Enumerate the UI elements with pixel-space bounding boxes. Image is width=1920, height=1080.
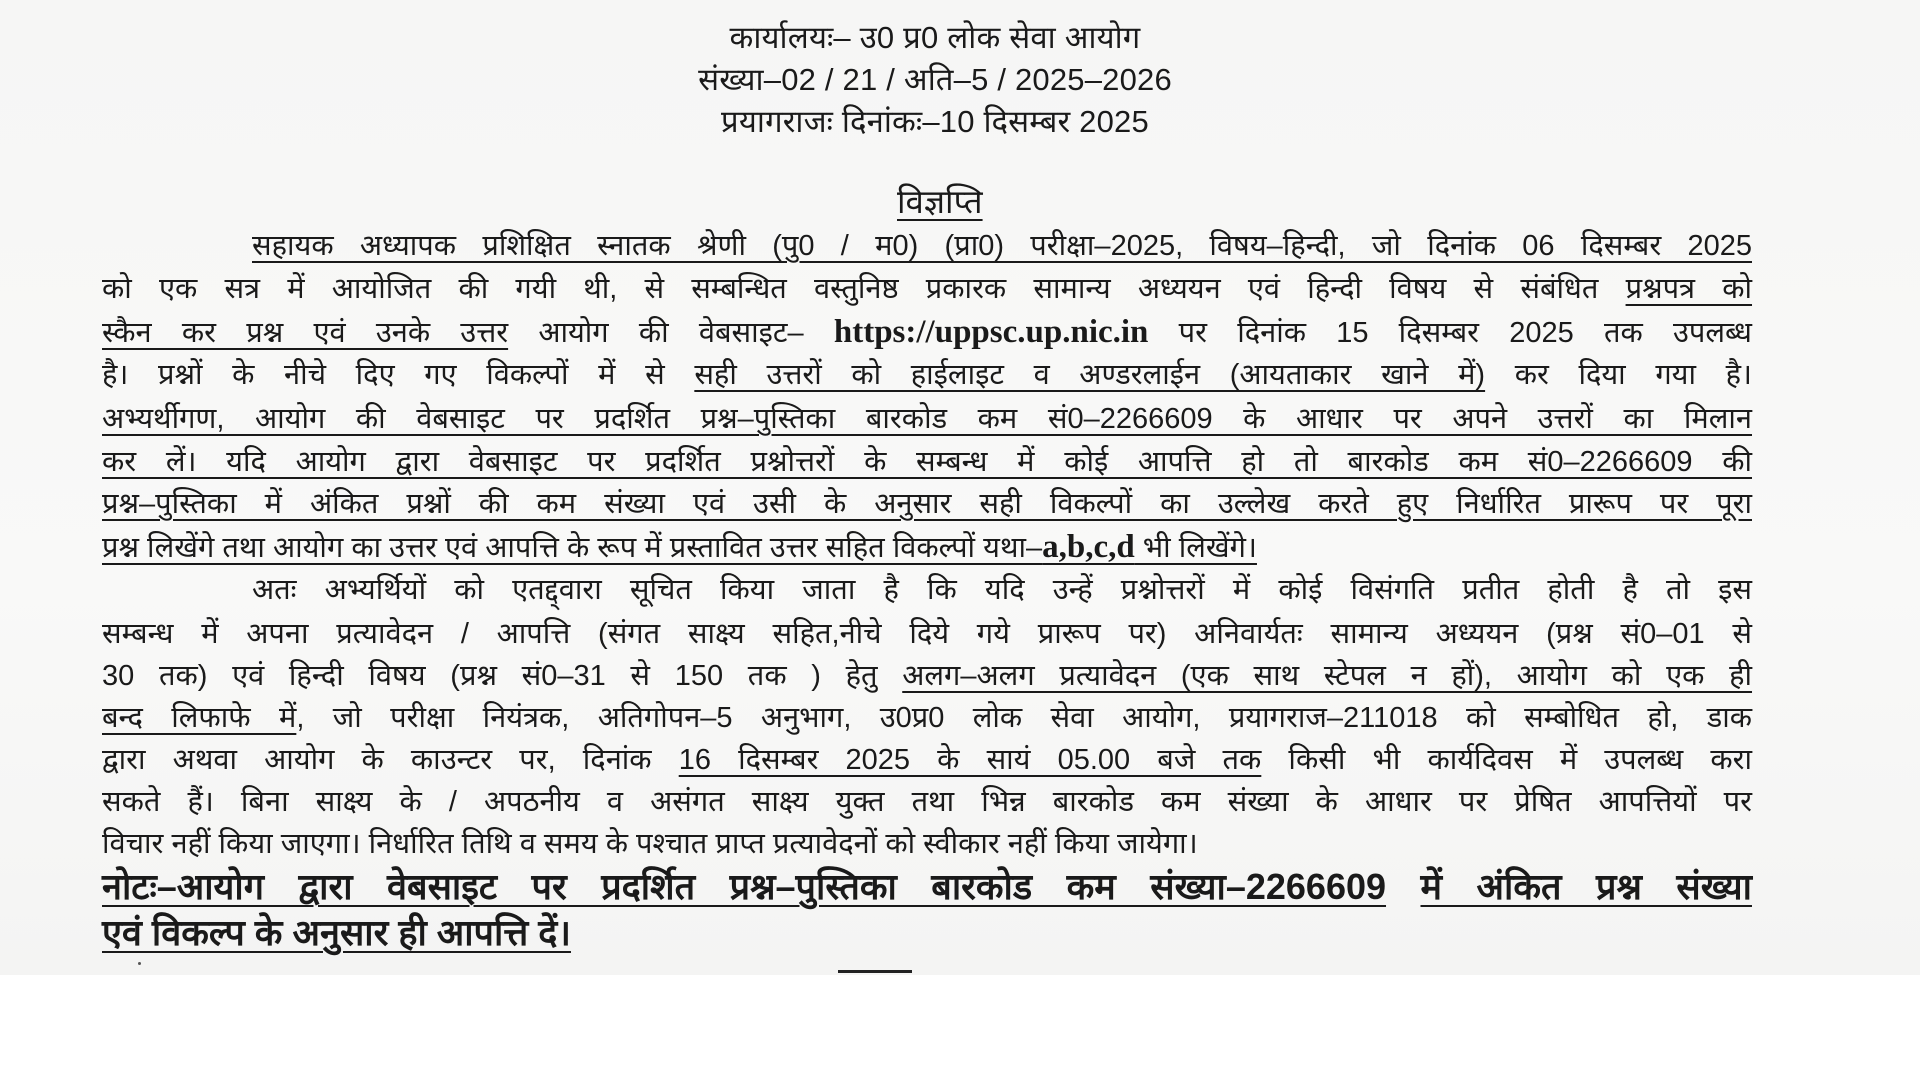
paragraph1-line <box>102 486 1752 522</box>
paragraph1-line <box>102 401 1752 437</box>
note-line-2 <box>102 912 1752 954</box>
text-segment: कर लें। यदि आयोग द्वारा वेबसाइट पर प्रदर्शित प्रश्नोत्तरों के सम्बन्ध में कोई आपत्ति हो तो बारकोड कम सं0–2266609 की <box>102 446 1752 478</box>
paragraph2-line <box>102 826 1752 862</box>
text-segment: सम्बन्ध में अपना प्रत्यावेदन / आपत्ति (संगत साक्ष्य सहित,नीचे दिये गये प्रारूप पर) अनिवार्यतः सामान्य अध्ययन (प्रश्न सं0–01 से <box>102 618 1752 650</box>
text-segment: पर दिनांक 15 दिसम्बर 2025 तक उपलब्ध <box>1148 317 1752 349</box>
paragraph2-line <box>102 658 1752 694</box>
paragraph1-line <box>102 314 1752 351</box>
notice-title: विज्ञप्ति <box>897 183 983 220</box>
paragraph1-line <box>102 357 1752 393</box>
text-segment: सकते हैं। बिना साक्ष्य के / अपठनीय व असंगत साक्ष्य युक्त तथा भिन्न बारकोड कम संख्या के आधार पर प्रेषित आपत्तियों पर <box>102 786 1752 818</box>
text-segment: कर दिया गया है। <box>1485 359 1752 391</box>
paragraph2-line <box>102 742 1752 778</box>
paragraph1-line <box>102 529 1752 566</box>
text-segment: आयोग की वेबसाइट– <box>508 317 834 349</box>
paragraph1-line <box>252 228 1752 264</box>
note-text-b: में अंकित प्रश्न संख्या <box>1420 866 1752 907</box>
text-segment: सहायक अध्यापक प्रशिक्षित स्नातक श्रेणी (पु0 / म0) (प्रा0) परीक्षा–2025, विषय–हिन्दी, जो दिनांक 06 दिसम्बर 2025 <box>252 230 1752 262</box>
scan-speck <box>138 962 141 965</box>
text-segment: प्रश्न लिखेंगे तथा आयोग का उत्तर एवं आपत्ति के रूप में प्रस्तावित उत्तर सहित विकल्पों यथा– <box>102 532 1043 564</box>
paragraph1-line <box>102 271 1752 307</box>
end-dash-divider <box>838 970 912 973</box>
text-segment: भी लिखेंगे। <box>1134 532 1257 564</box>
paragraph2-line <box>102 616 1752 652</box>
text-segment: अलग–अलग प्रत्यावेदन (एक साथ स्टेपल न हों), आयोग को एक ही <box>902 660 1753 692</box>
text-segment: विचार नहीं किया जाएगा। निर्धारित तिथि व समय के पश्चात प्राप्त प्रत्यावेदनों को स्वीकार नहीं किया जायेगा। <box>102 828 1198 860</box>
text-segment: किसी भी कार्यदिवस में उपलब्ध करा <box>1261 744 1752 776</box>
text-segment: द्वारा अथवा आयोग के काउन्टर पर, दिनांक <box>102 744 679 776</box>
note-text-c: एवं विकल्प के अनुसार ही आपत्ति दें। <box>102 912 571 953</box>
office-name: कार्यालयः– उ0 प्र0 लोक सेवा आयोग <box>729 20 1141 55</box>
reference-number: संख्या–02 / 21 / अति–5 / 2025–2026 <box>698 62 1172 97</box>
place-and-date: प्रयागराजः दिनांकः–10 दिसम्बर 2025 <box>721 104 1149 139</box>
paragraph2-line <box>252 572 1752 608</box>
text-segment: , जो परीक्षा नियंत्रक, अतिगोपन–5 अनुभाग, उ0प्र0 लोक सेवा आयोग, प्रयागराज–211018 को सम्बोधित हो, डाक <box>296 702 1752 734</box>
paragraph1-line <box>102 444 1752 480</box>
text-segment: अतः अभ्यर्थियों को एतद्द्वारा सूचित किया जाता है कि यदि उन्हें प्रश्नोत्तरों में कोई विसंगति प्रतीत होती है तो इस <box>252 574 1752 606</box>
paragraph2-line <box>102 784 1752 820</box>
text-segment: है। प्रश्नों के नीचे दिए गए विकल्पों में से <box>102 359 695 391</box>
website-url-text: https://uppsc.up.nic.in <box>833 314 1149 350</box>
paragraph2-line <box>102 700 1752 736</box>
note-line-1 <box>102 866 1752 908</box>
text-segment: बन्द लिफाफे में <box>102 702 297 734</box>
note-text-a: नोटः–आयोग द्वारा वेबसाइट पर प्रदर्शित प्रश्न–पुस्तिका बारकोड कम संख्या–2266609 <box>102 866 1387 907</box>
text-segment: अभ्यर्थीगण, आयोग की वेबसाइट पर प्रदर्शित प्रश्न–पुस्तिका बारकोड कम सं0–2266609 के आधार पर अपने उत्तरों का मिलान <box>102 403 1752 435</box>
text-segment: को एक सत्र में आयोजित की गयी थी, से सम्बन्धित वस्तुनिष्ठ प्रकारक सामान्य अध्ययन एवं हिन्दी विषय से संबंधित <box>102 273 1626 305</box>
text-segment: प्रश्नपत्र को <box>1625 273 1753 305</box>
text-segment: स्कैन कर प्रश्न एवं उनके उत्तर <box>102 317 509 349</box>
text-segment: सही उत्तरों को हाईलाइट व अण्डरलाईन (आयताकार खाने में) <box>694 359 1486 391</box>
text-segment: a,b,c,d <box>1042 529 1135 565</box>
text-segment: प्रश्न–पुस्तिका में अंकित प्रश्नों की कम संख्या एवं उसी के अनुसार सही विकल्पों का उल्लेख करते हुए निर्धारित प्रारूप पर पूरा <box>102 488 1752 520</box>
text-segment: 30 तक) एवं हिन्दी विषय (प्रश्न सं0–31 से 150 तक ) हेतु <box>102 660 903 692</box>
text-segment: 16 दिसम्बर 2025 के सायं 05.00 बजे तक <box>678 744 1262 776</box>
